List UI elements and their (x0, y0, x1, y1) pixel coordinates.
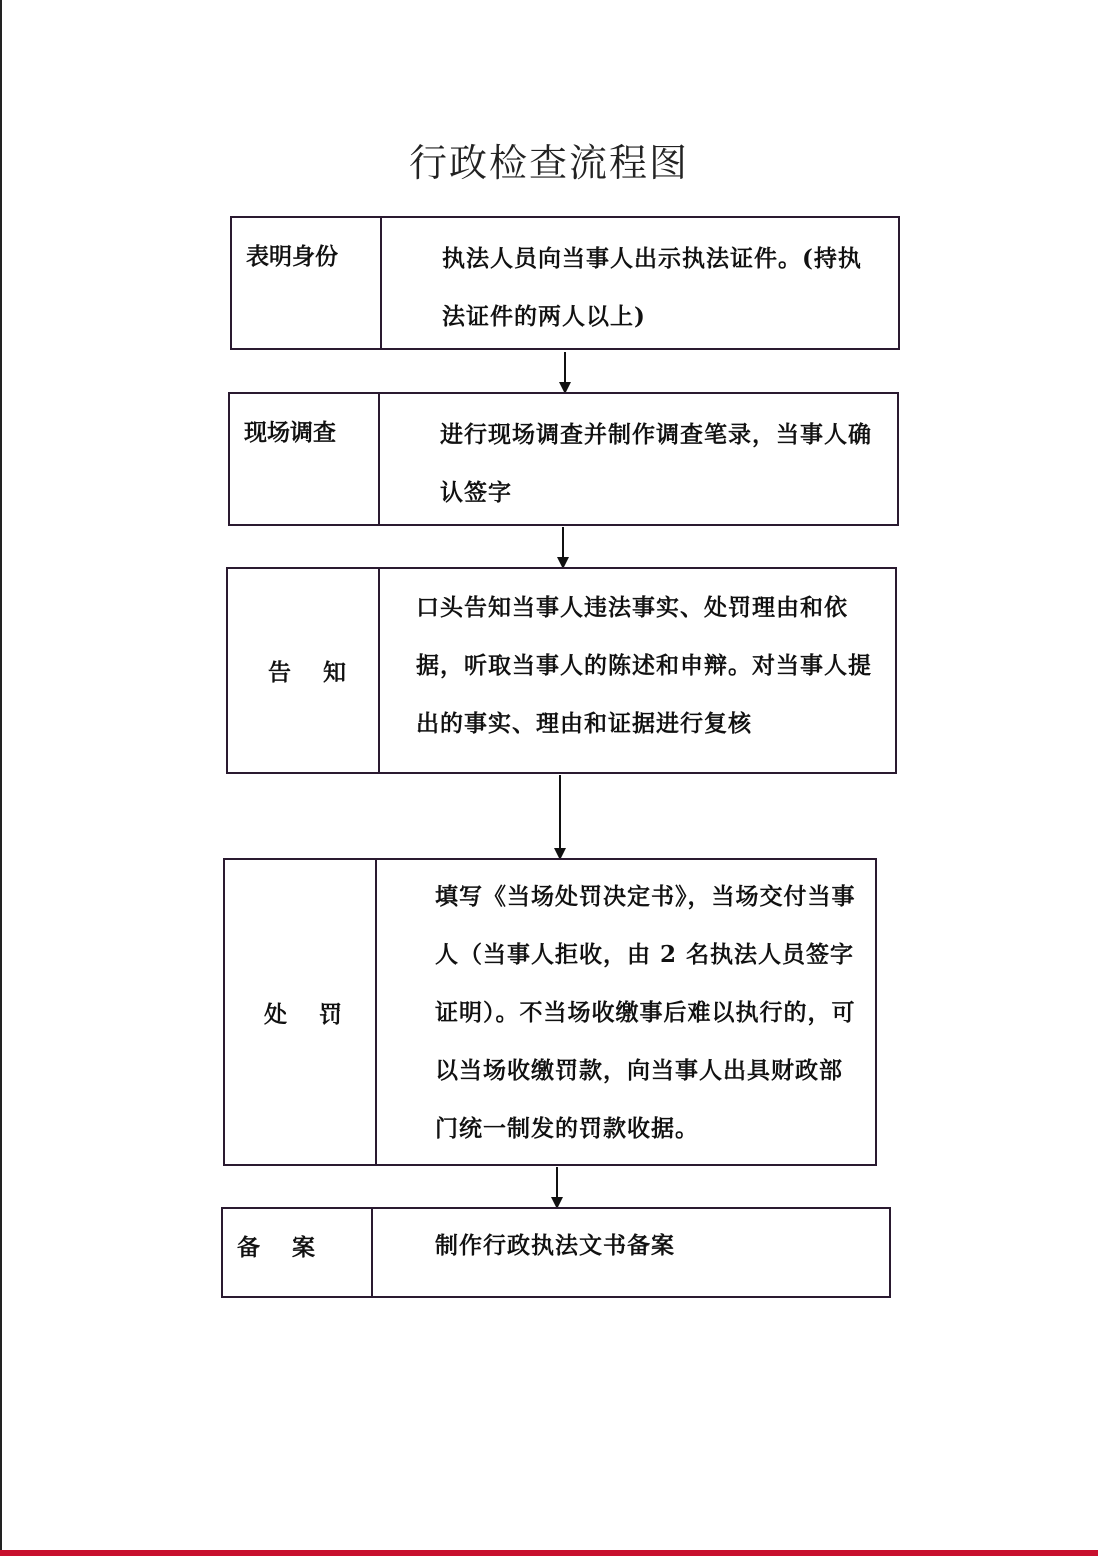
step-description: 制作行政执法文书备案 (435, 1232, 675, 1259)
flow-arrow (564, 352, 566, 392)
step-investigate (228, 392, 899, 526)
step-description: 口头告知当事人违法事实、处罚理由和依据，听取当事人的陈述和申辩。对当事人提出的事实、理由和证据进行复核 (416, 594, 872, 737)
step-archive (221, 1207, 891, 1298)
page-left-edge (0, 0, 2, 1556)
step-label: 处 罚 (225, 860, 377, 1164)
step-label: 告 知 (228, 569, 380, 772)
step-notify (226, 567, 897, 774)
page-title: 行政检查流程图 (408, 141, 689, 185)
step-label: 表明身份 (232, 218, 382, 348)
flow-arrow (562, 527, 564, 567)
step-identify (230, 216, 900, 350)
step-description: 进行现场调查并制作调查笔录，当事人确认签字 (440, 421, 872, 506)
step-description: 填写《当场处罚决定书》，当场交付当事人（当事人拒收，由 2 名执法人员签字证明）。不当场收缴事后难以执行的，可以当场收缴罚款，向当事人出具财政部门统一制发的罚款收据。 (435, 883, 856, 1142)
flow-arrow (559, 775, 561, 858)
flow-arrow (556, 1167, 558, 1207)
step-penalty (223, 858, 877, 1166)
step-description: 执法人员向当事人出示执法证件。(持执法证件的两人以上) (442, 245, 862, 330)
step-label: 备 案 (223, 1209, 373, 1296)
step-label: 现场调查 (230, 394, 380, 524)
page-bottom-edge (0, 1550, 1098, 1556)
